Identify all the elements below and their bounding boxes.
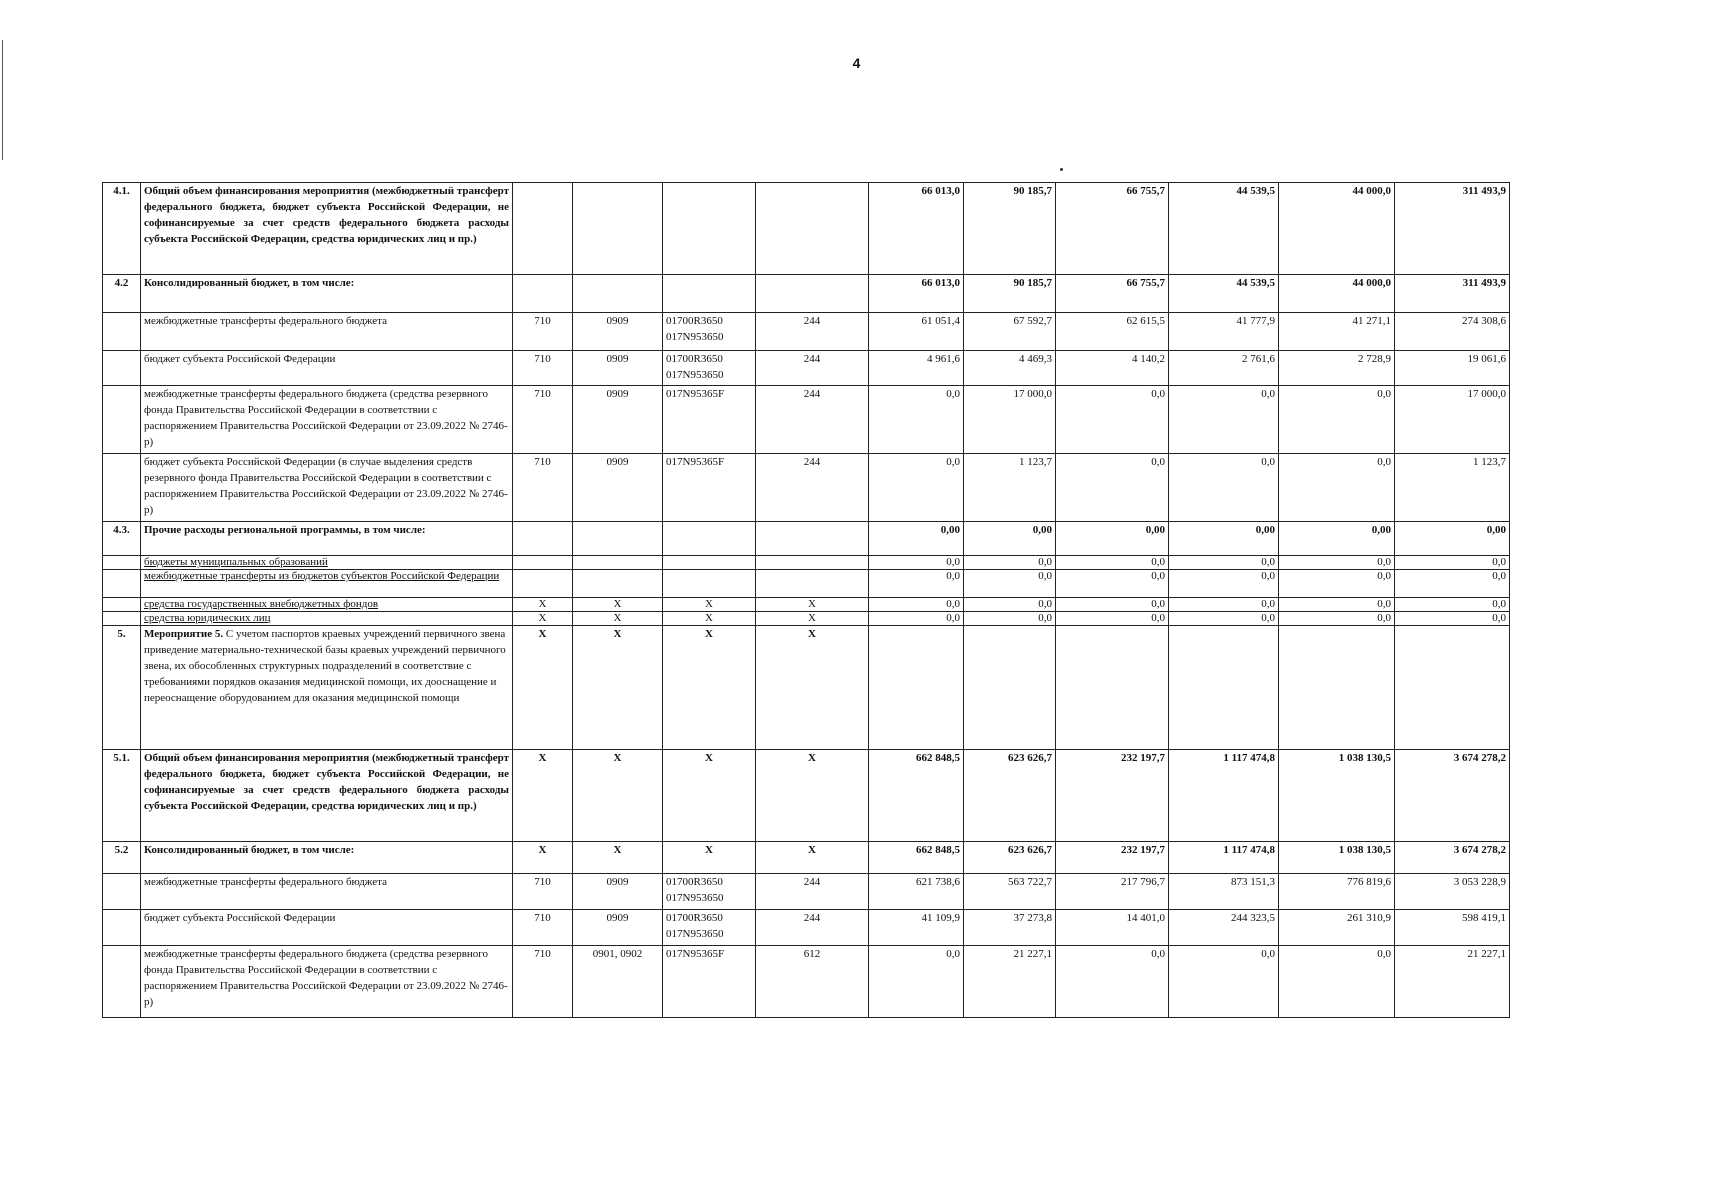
cell-code-3: 01700R3650 017N953650 (663, 351, 756, 386)
cell-code-4 (756, 183, 869, 275)
cell-code-4 (756, 275, 869, 313)
cell-value-6: 311 493,9 (1395, 183, 1510, 275)
cell-value-3: 0,0 (1056, 453, 1169, 521)
table-row (103, 946, 1510, 1018)
row-description: межбюджетные трансферты федерального бюджета (141, 313, 513, 351)
cell-value-4: 873 151,3 (1169, 874, 1279, 910)
table-row (103, 626, 1510, 750)
cell-code-1 (513, 521, 573, 555)
cell-code-4: X (756, 842, 869, 874)
cell-code-4 (756, 555, 869, 569)
cell-code-3: X (663, 612, 756, 626)
cell-code-1: X (513, 598, 573, 612)
cell-value-1: 0,00 (869, 521, 964, 555)
scan-speck (1060, 168, 1063, 171)
cell-code-3 (663, 275, 756, 313)
cell-code-2: X (573, 612, 663, 626)
cell-value-1: 621 738,6 (869, 874, 964, 910)
cell-value-4: 244 323,5 (1169, 910, 1279, 946)
row-number (103, 910, 141, 946)
cell-value-5: 0,0 (1279, 598, 1395, 612)
cell-value-6: 274 308,6 (1395, 313, 1510, 351)
cell-code-2 (573, 521, 663, 555)
cell-value-5: 261 310,9 (1279, 910, 1395, 946)
cell-code-1 (513, 570, 573, 598)
cell-value-4: 44 539,5 (1169, 183, 1279, 275)
cell-value-2: 67 592,7 (964, 313, 1056, 351)
cell-value-1: 0,0 (869, 453, 964, 521)
cell-value-2: 623 626,7 (964, 750, 1056, 842)
cell-code-3: X (663, 598, 756, 612)
cell-value-3: 62 615,5 (1056, 313, 1169, 351)
table-row (103, 183, 1510, 275)
cell-value-5: 0,0 (1279, 612, 1395, 626)
cell-value-6 (1395, 626, 1510, 750)
cell-code-1: 710 (513, 313, 573, 351)
cell-value-3: 66 755,7 (1056, 275, 1169, 313)
cell-code-3: 01700R3650 017N953650 (663, 313, 756, 351)
cell-value-1: 0,0 (869, 612, 964, 626)
table-row (103, 570, 1510, 598)
cell-value-5: 0,0 (1279, 946, 1395, 1018)
cell-value-6: 3 674 278,2 (1395, 842, 1510, 874)
row-number: 4.3. (103, 521, 141, 555)
cell-value-4: 0,0 (1169, 598, 1279, 612)
cell-value-6: 3 674 278,2 (1395, 750, 1510, 842)
cell-code-3: 017N95365F (663, 453, 756, 521)
row-description: межбюджетные трансферты федерального бюджета (141, 874, 513, 910)
row-number (103, 555, 141, 569)
table-row (103, 874, 1510, 910)
table-row (103, 750, 1510, 842)
cell-code-4: 244 (756, 385, 869, 453)
row-description: Консолидированный бюджет, в том числе: (141, 842, 513, 874)
cell-value-6: 21 227,1 (1395, 946, 1510, 1018)
cell-code-3: X (663, 750, 756, 842)
cell-code-2 (573, 570, 663, 598)
row-number: 5. (103, 626, 141, 750)
cell-code-3: 017N95365F (663, 946, 756, 1018)
cell-value-3: 0,0 (1056, 385, 1169, 453)
cell-code-2: 0909 (573, 351, 663, 386)
cell-value-5: 0,0 (1279, 570, 1395, 598)
cell-value-1: 662 848,5 (869, 842, 964, 874)
cell-code-1: X (513, 750, 573, 842)
cell-value-6: 0,00 (1395, 521, 1510, 555)
row-description: межбюджетные трансферты из бюджетов субъектов Российской Федерации (141, 570, 513, 598)
cell-value-6: 19 061,6 (1395, 351, 1510, 386)
row-number (103, 874, 141, 910)
cell-code-4: 612 (756, 946, 869, 1018)
cell-value-4: 0,00 (1169, 521, 1279, 555)
cell-value-2: 0,0 (964, 598, 1056, 612)
cell-code-4: 244 (756, 351, 869, 386)
cell-value-4: 2 761,6 (1169, 351, 1279, 386)
table-row (103, 521, 1510, 555)
cell-value-1: 0,0 (869, 946, 964, 1018)
cell-value-2: 0,0 (964, 555, 1056, 569)
cell-code-1 (513, 183, 573, 275)
event-title: Мероприятие 5. (144, 628, 224, 641)
cell-value-1 (869, 626, 964, 750)
cell-value-6: 0,0 (1395, 598, 1510, 612)
cell-value-5: 1 038 130,5 (1279, 842, 1395, 874)
row-number: 5.1. (103, 750, 141, 842)
cell-code-4: X (756, 750, 869, 842)
cell-code-4: 244 (756, 453, 869, 521)
cell-value-1: 0,0 (869, 555, 964, 569)
cell-value-5: 0,0 (1279, 555, 1395, 569)
table-row (103, 275, 1510, 313)
cell-value-2: 0,00 (964, 521, 1056, 555)
row-number (103, 453, 141, 521)
cell-value-4: 1 117 474,8 (1169, 750, 1279, 842)
cell-code-1: 710 (513, 385, 573, 453)
cell-value-2 (964, 626, 1056, 750)
cell-value-2: 563 722,7 (964, 874, 1056, 910)
cell-value-2: 37 273,8 (964, 910, 1056, 946)
row-description: Общий объем финансирования мероприятия (межбюджетный трансферт федерального бюджета, бюджет субъекта Российской Федерации, не софинансируемые за счет средств федерального бюджета расходы субъекта Российской Федерации, средства юридических лиц и пр.) (141, 750, 513, 842)
cell-code-2: X (573, 842, 663, 874)
cell-code-2: 0909 (573, 313, 663, 351)
cell-code-1: 710 (513, 910, 573, 946)
cell-value-1: 41 109,9 (869, 910, 964, 946)
cell-code-2: X (573, 750, 663, 842)
cell-value-4: 1 117 474,8 (1169, 842, 1279, 874)
cell-code-2 (573, 183, 663, 275)
cell-code-1: X (513, 842, 573, 874)
row-description: Консолидированный бюджет, в том числе: (141, 275, 513, 313)
row-number (103, 570, 141, 598)
cell-value-4: 0,0 (1169, 453, 1279, 521)
cell-code-4: 244 (756, 874, 869, 910)
cell-value-3: 0,0 (1056, 946, 1169, 1018)
cell-value-5: 0,00 (1279, 521, 1395, 555)
cell-code-3: X (663, 626, 756, 750)
cell-code-2: 0909 (573, 874, 663, 910)
cell-value-2: 21 227,1 (964, 946, 1056, 1018)
row-number: 4.1. (103, 183, 141, 275)
cell-value-6: 311 493,9 (1395, 275, 1510, 313)
cell-value-3: 0,0 (1056, 570, 1169, 598)
cell-value-6: 0,0 (1395, 612, 1510, 626)
cell-value-3: 232 197,7 (1056, 842, 1169, 874)
cell-value-4: 0,0 (1169, 385, 1279, 453)
cell-value-3: 232 197,7 (1056, 750, 1169, 842)
cell-value-3 (1056, 626, 1169, 750)
cell-code-1: X (513, 612, 573, 626)
cell-value-4 (1169, 626, 1279, 750)
table-row (103, 313, 1510, 351)
row-number (103, 612, 141, 626)
cell-code-2: 0909 (573, 385, 663, 453)
cell-value-3: 0,0 (1056, 555, 1169, 569)
event-description: С учетом паспортов краевых учреждений первичного звена приведение материально-технической базы краевых учреждений первичного звена, их обособленных структурных подразделений в соответствие с требованиями порядков оказания медицинской помощи, их дооснащение и переоснащение оборудованием для оказания медицинской помощи (144, 628, 506, 705)
cell-value-3: 14 401,0 (1056, 910, 1169, 946)
cell-code-3 (663, 183, 756, 275)
cell-value-2: 90 185,7 (964, 183, 1056, 275)
cell-code-2: 0901, 0902 (573, 946, 663, 1018)
cell-value-1: 662 848,5 (869, 750, 964, 842)
cell-value-1: 0,0 (869, 598, 964, 612)
budget-table (102, 182, 1510, 1018)
cell-value-5: 1 038 130,5 (1279, 750, 1395, 842)
table-row (103, 555, 1510, 569)
cell-code-4: X (756, 626, 869, 750)
cell-code-3: 017N95365F (663, 385, 756, 453)
cell-code-1: 710 (513, 946, 573, 1018)
row-number (103, 351, 141, 386)
cell-code-2: 0909 (573, 453, 663, 521)
cell-value-5: 0,0 (1279, 453, 1395, 521)
cell-value-1: 0,0 (869, 385, 964, 453)
row-description: Прочие расходы региональной программы, в том числе: (141, 521, 513, 555)
table-row (103, 612, 1510, 626)
row-description: средства государственных внебюджетных фондов (141, 598, 513, 612)
cell-code-3: X (663, 842, 756, 874)
cell-value-4: 41 777,9 (1169, 313, 1279, 351)
cell-value-2: 0,0 (964, 612, 1056, 626)
cell-value-2: 90 185,7 (964, 275, 1056, 313)
cell-value-3: 4 140,2 (1056, 351, 1169, 386)
cell-value-2: 4 469,3 (964, 351, 1056, 386)
row-number (103, 385, 141, 453)
cell-value-2: 17 000,0 (964, 385, 1056, 453)
cell-value-6: 17 000,0 (1395, 385, 1510, 453)
cell-value-5: 41 271,1 (1279, 313, 1395, 351)
cell-value-4: 0,0 (1169, 555, 1279, 569)
cell-code-2: X (573, 626, 663, 750)
cell-code-1: X (513, 626, 573, 750)
cell-value-6: 0,0 (1395, 555, 1510, 569)
cell-value-5: 44 000,0 (1279, 183, 1395, 275)
cell-value-2: 623 626,7 (964, 842, 1056, 874)
cell-code-4: 244 (756, 313, 869, 351)
cell-value-4: 44 539,5 (1169, 275, 1279, 313)
cell-value-4: 0,0 (1169, 570, 1279, 598)
cell-code-4 (756, 570, 869, 598)
cell-value-5: 44 000,0 (1279, 275, 1395, 313)
row-description: бюджет субъекта Российской Федерации (141, 351, 513, 386)
cell-code-1: 710 (513, 453, 573, 521)
cell-code-1: 710 (513, 874, 573, 910)
row-description: межбюджетные трансферты федерального бюджета (средства резервного фонда Правительства Российской Федерации в соответствии с распоряжением Правительства Российской Федерации от 23.09.2022 № 2746-р) (141, 946, 513, 1018)
row-number: 5.2 (103, 842, 141, 874)
cell-value-5: 0,0 (1279, 385, 1395, 453)
cell-value-3: 217 796,7 (1056, 874, 1169, 910)
cell-value-3: 0,00 (1056, 521, 1169, 555)
cell-code-2 (573, 555, 663, 569)
cell-value-1: 66 013,0 (869, 275, 964, 313)
cell-value-6: 598 419,1 (1395, 910, 1510, 946)
row-description: средства юридических лиц (141, 612, 513, 626)
cell-code-2: X (573, 598, 663, 612)
cell-code-1 (513, 555, 573, 569)
cell-value-5 (1279, 626, 1395, 750)
cell-value-4: 0,0 (1169, 946, 1279, 1018)
cell-value-4: 0,0 (1169, 612, 1279, 626)
cell-value-1: 61 051,4 (869, 313, 964, 351)
cell-code-4: X (756, 612, 869, 626)
row-description: Общий объем финансирования мероприятия (межбюджетный трансферт федерального бюджета, бюджет субъекта Российской Федерации, не софинансируемые за счет средств федерального бюджета расходы субъекта Российской Федерации, средства юридических лиц и пр.) (141, 183, 513, 275)
cell-code-4 (756, 521, 869, 555)
row-number (103, 598, 141, 612)
cell-value-6: 3 053 228,9 (1395, 874, 1510, 910)
cell-value-6: 0,0 (1395, 570, 1510, 598)
row-description (141, 626, 513, 750)
table-row (103, 351, 1510, 386)
cell-code-1: 710 (513, 351, 573, 386)
cell-code-3 (663, 555, 756, 569)
cell-code-2 (573, 275, 663, 313)
cell-value-1: 0,0 (869, 570, 964, 598)
cell-value-2: 0,0 (964, 570, 1056, 598)
row-number (103, 313, 141, 351)
row-description: бюджет субъекта Российской Федерации (141, 910, 513, 946)
table-row (103, 842, 1510, 874)
cell-code-1 (513, 275, 573, 313)
table-row (103, 910, 1510, 946)
cell-code-2: 0909 (573, 910, 663, 946)
cell-code-4: 244 (756, 910, 869, 946)
scan-margin-line (2, 40, 3, 160)
page-number: 4 (852, 55, 861, 71)
cell-value-5: 2 728,9 (1279, 351, 1395, 386)
cell-value-3: 0,0 (1056, 598, 1169, 612)
row-number (103, 946, 141, 1018)
row-description: межбюджетные трансферты федерального бюджета (средства резервного фонда Правительства Российской Федерации в соответствии с распоряжением Правительства Российской Федерации от 23.09.2022 № 2746-р) (141, 385, 513, 453)
cell-value-1: 4 961,6 (869, 351, 964, 386)
table-row (103, 598, 1510, 612)
cell-code-3: 01700R3650 017N953650 (663, 910, 756, 946)
cell-value-1: 66 013,0 (869, 183, 964, 275)
cell-value-2: 1 123,7 (964, 453, 1056, 521)
cell-value-5: 776 819,6 (1279, 874, 1395, 910)
table-row (103, 453, 1510, 521)
cell-code-3: 01700R3650 017N953650 (663, 874, 756, 910)
cell-value-3: 66 755,7 (1056, 183, 1169, 275)
table-row (103, 385, 1510, 453)
cell-value-3: 0,0 (1056, 612, 1169, 626)
row-description: бюджеты муниципальных образований (141, 555, 513, 569)
cell-value-6: 1 123,7 (1395, 453, 1510, 521)
row-number: 4.2 (103, 275, 141, 313)
cell-code-3 (663, 570, 756, 598)
cell-code-3 (663, 521, 756, 555)
row-description: бюджет субъекта Российской Федерации (в случае выделения средств резервного фонда Правительства Российской Федерации в соответствии с распоряжением Правительства Российской Федерации от 23.09.2022 № 2746-р) (141, 453, 513, 521)
cell-code-4: X (756, 598, 869, 612)
